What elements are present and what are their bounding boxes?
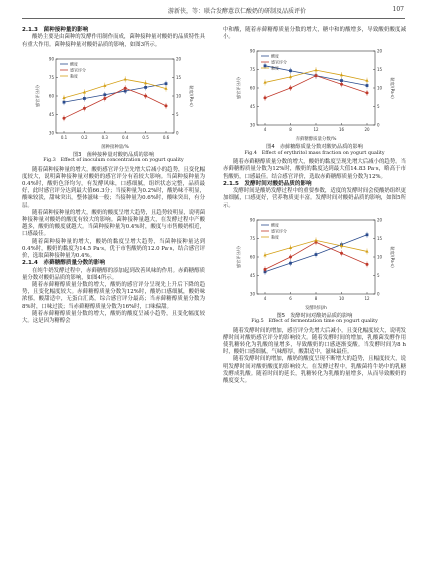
y-left-tick-label: 60 (249, 254, 255, 260)
paragraph: 酸奶主要是由菌种的发酵作用制作而成，菌种接种量对酸奶的品质特性具有重大作用。菌种接种量对酸奶品质的影响，如图3所示。 (22, 34, 205, 48)
paragraph: 随着赤藓糖醇质量分数的增大，酸奶的感官评分呈现先上升后下降的趋势，且变化幅度较大。赤藓糖醇质量分数为12%时，酸奶口感细腻，酸奶味浓郁，酸甜适中，无蛋白汇离，综合感官评分最高；当赤藓糖醇质量分数为8%时，口味过淡；当赤藓糖醇质量分数为16%时，口味偏甜。 (22, 282, 205, 310)
y-right-tick-label: 10 (175, 93, 181, 99)
y-right-tick-label: 20 (175, 56, 181, 62)
y-right-tick-label: 0 (376, 291, 380, 297)
x-axis-label: 赤藓糖醇质量分数/% (295, 137, 336, 143)
data-point (144, 94, 147, 97)
legend-label: 黏度 (270, 65, 279, 71)
y-left-tick-label: 30 (249, 291, 255, 297)
section-heading-2-1-5: 2.1.5 发酵时间对酸奶品质的影响 (223, 180, 312, 187)
data-point (62, 117, 65, 120)
data-point (340, 252, 343, 255)
x-tick-label: 12 (363, 295, 370, 301)
y-right-tick-label: 20 (376, 48, 382, 54)
header-rule (22, 18, 405, 19)
data-point (164, 104, 167, 107)
legend-label: 感官评分 (270, 59, 287, 65)
y-right-axis-label: 黏度/(Pa·s) (389, 246, 395, 268)
data-point (314, 75, 317, 78)
data-point (365, 92, 368, 95)
y-left-tick-label: 75 (249, 67, 255, 73)
data-point (289, 255, 292, 258)
x-tick-label: 10 (338, 295, 344, 301)
y-left-axis-label: 感官评分/分 (235, 77, 241, 100)
paragraph: 随着发酵时间的增加，酸奶的酸度呈现不断增大的趋势，且幅度较大，说明发酵时间对酸奶酸度的影响较大。在发酵过程中，乳酸菌将牛奶中的乳糖发酵成乳酸。随着时间的延长，乳糖转化为乳酸的量增多，从而导致酸奶的酸度变大。 (223, 356, 406, 385)
y-right-tick-label: 5 (175, 111, 179, 117)
y-right-tick-label: 15 (376, 67, 382, 73)
x-axis-label: 发酵时间/h (304, 305, 327, 311)
data-point (83, 97, 86, 100)
running-header (0, 6, 427, 18)
y-left-tick-label: 60 (48, 93, 54, 99)
data-point (123, 87, 126, 90)
right-column (223, 27, 406, 385)
figure-3-caption: 图3 菌种接种量对酸奶品质的影响 (72, 151, 155, 158)
paragraph: 在纯牛奶发酵过程中，赤藓糖醇的添加起到改善风味的作用。赤藓糖醇质量分数对酸奶品质的影响，如图4所示。 (22, 267, 205, 281)
y-right-axis-label: 黏度/(Pa·s) (188, 85, 194, 107)
data-point (263, 268, 266, 271)
x-tick-label: 0.3 (101, 134, 108, 140)
x-tick-label: 0.2 (80, 134, 88, 140)
paragraph: 随着菌种接种量的增大，酸奶感官评分呈先增大后减小的趋势，且变化幅度较大，说明菌种接种量对酸奶的感官评分有着较大影响。当菌种接种量为0.4%时，酸奶色泽均匀，有发酵风味，口感细腻，组织状态完整，品质最好，此时感官评分达到最大值66.3分；当接种量为0.2%时，酸奶味不明显，酸味较淡，甜味突出，整体滋味一般；当接种量为0.6%时，酸味突出，有分层。 (22, 166, 205, 209)
figure-4 (235, 45, 395, 143)
paragraph: 随着赤藓糖醇质量分数的增大，酸奶的酸度呈减小趋势，且变化幅度较大。这是因为糖醇会 (22, 310, 205, 325)
paragraph: 随着菌种接种量的增大，酸奶的黏度呈增大趋势，当菌种接种量达到0.4%时，酸奶的黏度为14.5 Pa·s，优于市售酸奶的12.0 Pa·s，结合感官评价，选取菌种接种量为0.4%。 (22, 238, 205, 260)
data-point (314, 253, 317, 256)
figure-3-chart (34, 53, 194, 151)
x-axis-label: 菌种接种量/% (100, 144, 129, 150)
y-left-axis-label: 感官评分/分 (34, 84, 40, 107)
y-right-tick-label: 0 (175, 130, 179, 136)
data-point (314, 69, 317, 72)
paragraph: 随着赤藓糖醇质量分数的增大，酸奶的黏度呈现先增大后减小的趋势。当赤藓糖醇质量分数为12%时，酸奶的黏度达到最大值14.83 Pa·s，略高于市售酸奶，口感最佳。结合感官评价，选取赤藓糖醇质量分数为12%。 (223, 159, 406, 180)
x-tick-label: 20 (363, 127, 370, 133)
y-right-tick-label: 15 (175, 74, 181, 80)
figure-4-caption-en: Fig.4 Effect of erythritol mass fraction on yogurt quality (244, 151, 385, 156)
legend-label: 黏度 (69, 73, 78, 79)
legend-label: 酸度 (270, 53, 279, 59)
y-left-tick-label: 90 (48, 56, 54, 62)
x-tick-label: 4 (263, 127, 266, 133)
y-right-tick-label: 20 (376, 217, 382, 223)
y-right-tick-label: 15 (376, 235, 382, 241)
y-left-tick-label: 60 (249, 85, 255, 91)
figure-5-caption: 图5 发酵时间对酸奶品质的影响 (276, 312, 353, 319)
data-point (263, 65, 266, 68)
data-point (365, 233, 368, 236)
data-point (314, 238, 317, 241)
x-tick-label: 0.5 (141, 134, 149, 140)
legend-label: 感官评分 (69, 67, 86, 73)
x-tick-label: 0.6 (162, 134, 169, 140)
data-point (340, 83, 343, 86)
paragraph: 发酵时间是酸奶发酵过程中的重要参数，适度的发酵时间会使酸奶组织更加细腻，口感更好，营养物质更丰富。发酵时间对酸奶品质的影响，如图5所示。 (223, 188, 406, 209)
y-left-tick-label: 30 (48, 130, 54, 136)
page-number: 107 (392, 6, 404, 13)
x-tick-label: 12 (312, 127, 319, 133)
paragraph: 随着发酵时间的增加，感官评分先增大后减小，且变化幅度较大，说明发酵时间对酸奶感官评分的影响较大。随着发酵时间的增加，乳酸菌发酵作用使乳糖转化为乳酸的量增多，导致酸奶的口感逐渐变酸。当发酵时间为8 h时，酸奶口感细腻，气味醇厚，酸甜适中，滋味最佳。 (223, 327, 406, 356)
series-line (64, 79, 166, 98)
figure-4-caption: 图4 赤藓糖醇质量分数对酸奶品质的影响 (266, 144, 363, 151)
paragraph: 随着菌种接种量的增大，酸奶的酸度呈增大趋势，且趋势较明显，说明菌种接种量对酸奶的酸度有较大的影响。菌种接种量越大，在发酵过程中产酸越多，酸奶的酸度就越大。当菌种接种量为0.4%时，酸度与市售酸奶相近，口感最佳。 (22, 209, 205, 238)
figure-4-chart (235, 45, 395, 143)
data-point (103, 97, 106, 100)
x-tick-label: 0.4 (121, 134, 128, 140)
y-left-tick-label: 75 (48, 74, 54, 80)
left-column (22, 27, 205, 325)
section-heading-2-1-3: 2.1.3 菌种接种量的影响 (22, 27, 89, 33)
data-point (62, 101, 65, 104)
data-point (289, 262, 292, 265)
figure-3-caption-en: Fig.3 Effect of inoculum concentration on yogurt quality (43, 158, 184, 164)
data-point (289, 70, 292, 73)
y-left-tick-label: 75 (249, 235, 255, 241)
data-point (144, 86, 147, 89)
y-left-tick-label: 90 (249, 48, 255, 54)
y-right-axis-label: 黏度/(Pa·s) (389, 77, 395, 100)
y-right-tick-label: 0 (376, 122, 380, 128)
x-tick-label: 4 (263, 295, 266, 301)
legend-label: 感官评分 (270, 228, 287, 234)
legend-label: 黏度 (270, 234, 279, 240)
figure-5-caption-en: Fig.5 Effect of fermentation time on yogurt quality (251, 319, 378, 325)
y-left-tick-label: 45 (249, 104, 255, 110)
y-left-axis-label: 感官评分/分 (235, 245, 241, 269)
y-right-tick-label: 10 (376, 85, 382, 91)
x-tick-label: 16 (338, 127, 344, 133)
data-point (365, 85, 368, 88)
data-point (123, 77, 126, 80)
data-point (289, 87, 292, 90)
data-point (263, 97, 266, 100)
x-tick-label: 0.1 (60, 134, 67, 140)
data-point (82, 107, 85, 110)
data-point (365, 263, 368, 266)
y-right-tick-label: 10 (376, 254, 382, 260)
section-heading-2-1-4: 2.1.4 赤藓糖醇质量分数的影响 (22, 260, 106, 267)
y-right-tick-label: 5 (376, 104, 380, 110)
y-left-tick-label: 90 (249, 217, 255, 223)
legend-label: 酸度 (270, 222, 279, 228)
y-right-tick-label: 5 (376, 272, 380, 278)
y-left-tick-label: 30 (249, 122, 255, 128)
running-header-authors: 游新侠，等：联合发酵薏苡仁酸奶的研制及品质评价 (168, 8, 307, 15)
x-tick-label: 8 (314, 295, 317, 301)
legend-label: 酸度 (69, 61, 78, 67)
figure-5-chart (235, 214, 395, 312)
x-tick-label: 8 (288, 127, 292, 133)
data-point (164, 82, 167, 85)
figure-5 (235, 214, 395, 312)
x-tick-label: 6 (288, 295, 292, 301)
figure-3 (34, 53, 194, 151)
y-left-tick-label: 45 (249, 272, 255, 278)
y-left-tick-label: 45 (48, 111, 54, 117)
paragraph: 中和酸，随着赤藓糖醇质量分数的增大，糖中和的酸增多，导致酸奶酸度减小。 (223, 27, 406, 41)
